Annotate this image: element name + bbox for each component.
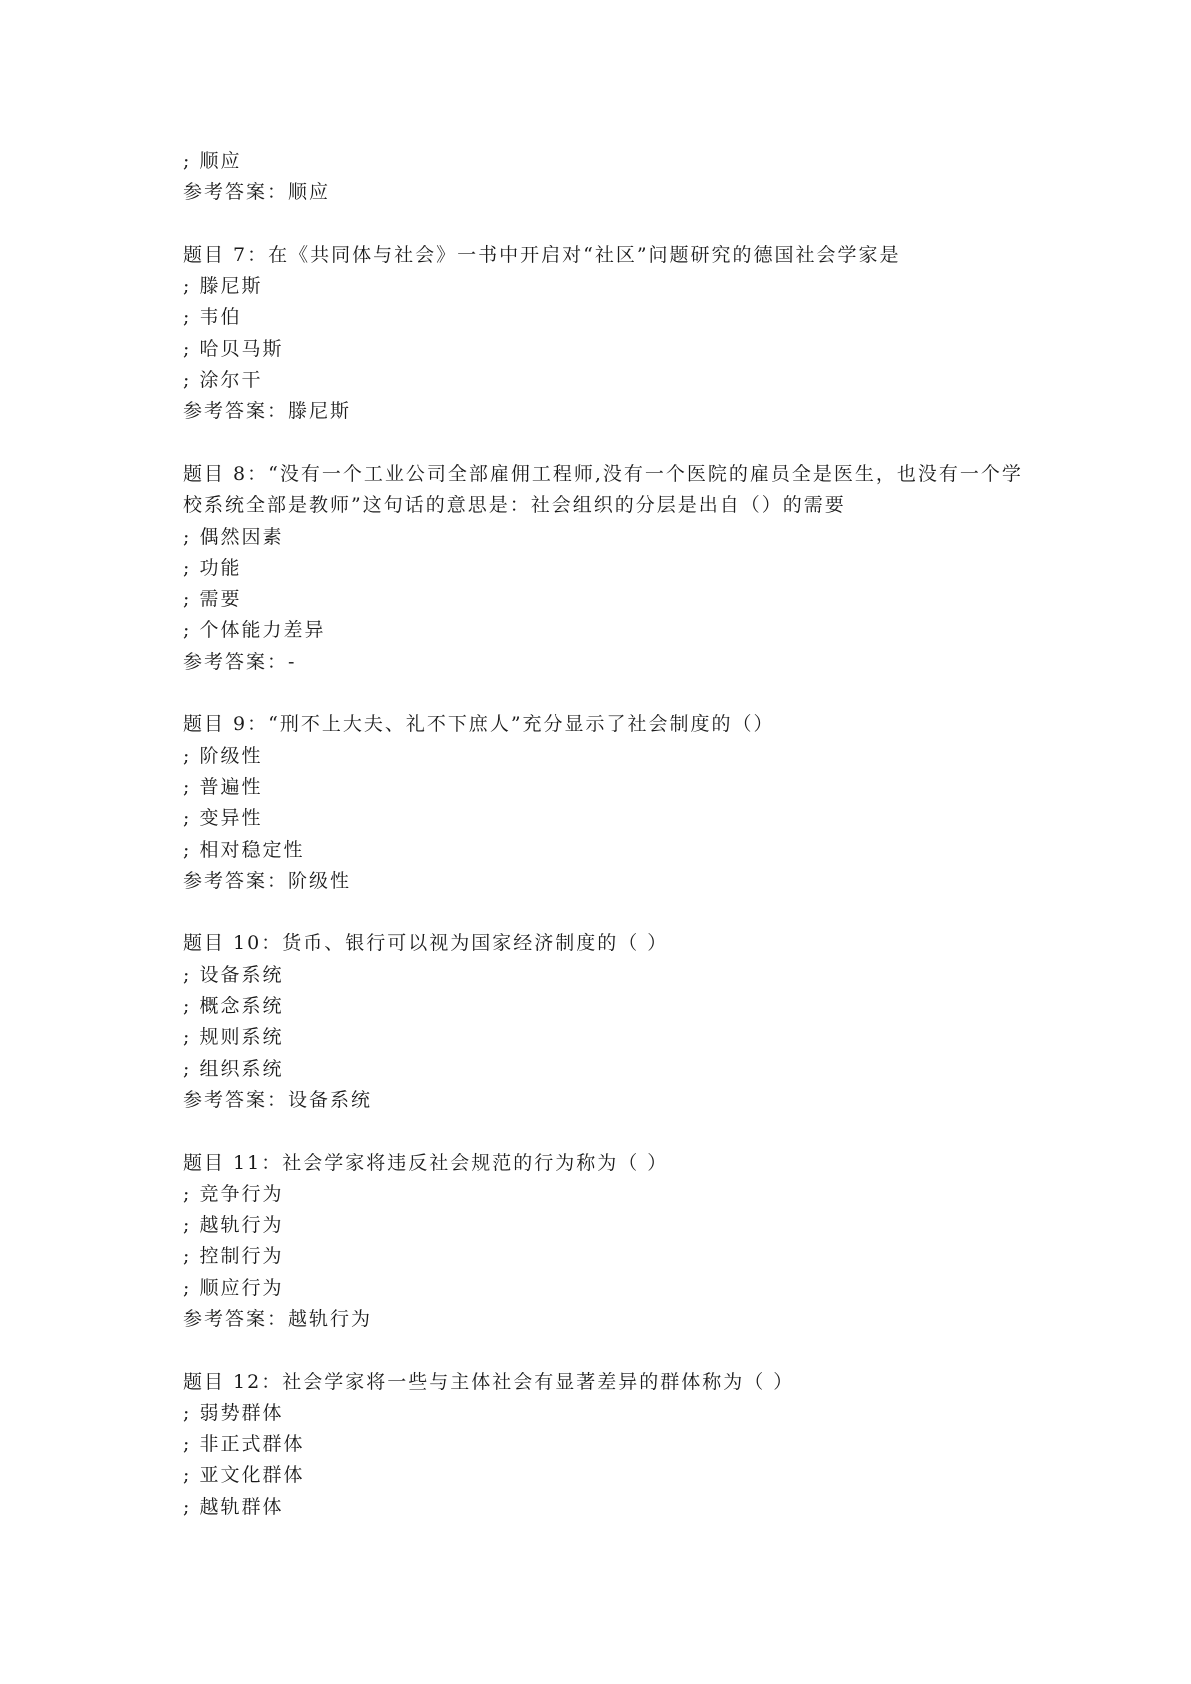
option-line: ; 亚文化群体 [183,1464,305,1487]
option-line: ; 普遍性 [183,775,263,798]
option-line: ; 需要 [183,588,242,611]
option-line: ; 设备系统 [183,963,284,986]
question-block [183,1148,1033,1336]
option-line: ; 滕尼斯 [183,275,263,298]
option-line: ; 规则系统 [183,1026,284,1049]
option-line: ; 概念系统 [183,995,284,1018]
question-stem: 题目 11：社会学家将违反社会规范的行为称为（ ） [183,1151,669,1174]
question-block [183,1367,1033,1523]
answer-value: 设备系统 [288,1088,373,1111]
option-line: ; 韦伯 [183,306,242,329]
question-stem-continued: 校系统全部是教师”这句话的意思是：社会组织的分层是出自（）的需要 [183,494,846,517]
answer-value: 越轨行为 [288,1307,373,1330]
option-line: ; 相对稳定性 [183,838,305,861]
option-line: ; 阶级性 [183,744,263,767]
option-line: ; 偶然因素 [183,525,284,548]
answer-line [183,177,1033,208]
answer-label: 参考答案： [183,1088,289,1111]
answer-label: 参考答案： [183,181,289,204]
document-page [183,146,1033,1523]
question-block [183,709,1033,897]
option-line: ; 顺应行为 [183,1276,284,1299]
answer-label: 参考答案： [183,650,289,673]
question-block [183,459,1033,678]
option-line: ; 哈贝马斯 [183,337,284,360]
question-block [183,928,1033,1116]
option-line: ; 弱势群体 [183,1401,284,1424]
option-line: ; 组织系统 [183,1057,284,1080]
question-stem: 题目 8：“没有一个工业公司全部雇佣工程师,没有一个医院的雇员全是医生，也没有一个学 [183,462,1023,485]
option-line: ; 顺应 [183,150,242,172]
option-line: ; 涂尔干 [183,369,263,392]
option-line: ; 个体能力差异 [183,619,326,642]
answer-line [183,647,1033,678]
answer-label: 参考答案： [183,1307,289,1330]
question-stem: 题目 12：社会学家将一些与主体社会有显著差异的群体称为（ ） [183,1370,795,1393]
lead-fragment [183,146,1033,209]
question-stem: 题目 10：货币、银行可以视为国家经济制度的（ ） [183,932,669,955]
option-line: ; 功能 [183,556,242,579]
option-line: ; 变异性 [183,807,263,830]
answer-label: 参考答案： [183,869,289,892]
answer-line [183,1304,1033,1335]
question-stem: 题目 9：“刑不上大夫、礼不下庶人”充分显示了社会制度的（） [183,713,775,736]
answer-value: 阶级性 [288,869,352,892]
answer-line [183,1085,1033,1116]
answer-line [183,866,1033,897]
question-block [183,240,1033,428]
option-line: ; 越轨行为 [183,1214,284,1237]
answer-value: 滕尼斯 [288,400,352,423]
option-line: ; 非正式群体 [183,1433,305,1456]
answer-label: 参考答案： [183,400,289,423]
option-line: ; 控制行为 [183,1245,284,1268]
question-stem: 题目 7：在《共同体与社会》一书中开启对“社区”问题研究的德国社会学家是 [183,243,901,266]
answer-line [183,396,1033,427]
option-line: ; 越轨群体 [183,1495,284,1518]
answer-value: 顺应 [288,181,331,204]
option-line: ; 竞争行为 [183,1182,284,1205]
answer-value: - [288,650,297,673]
